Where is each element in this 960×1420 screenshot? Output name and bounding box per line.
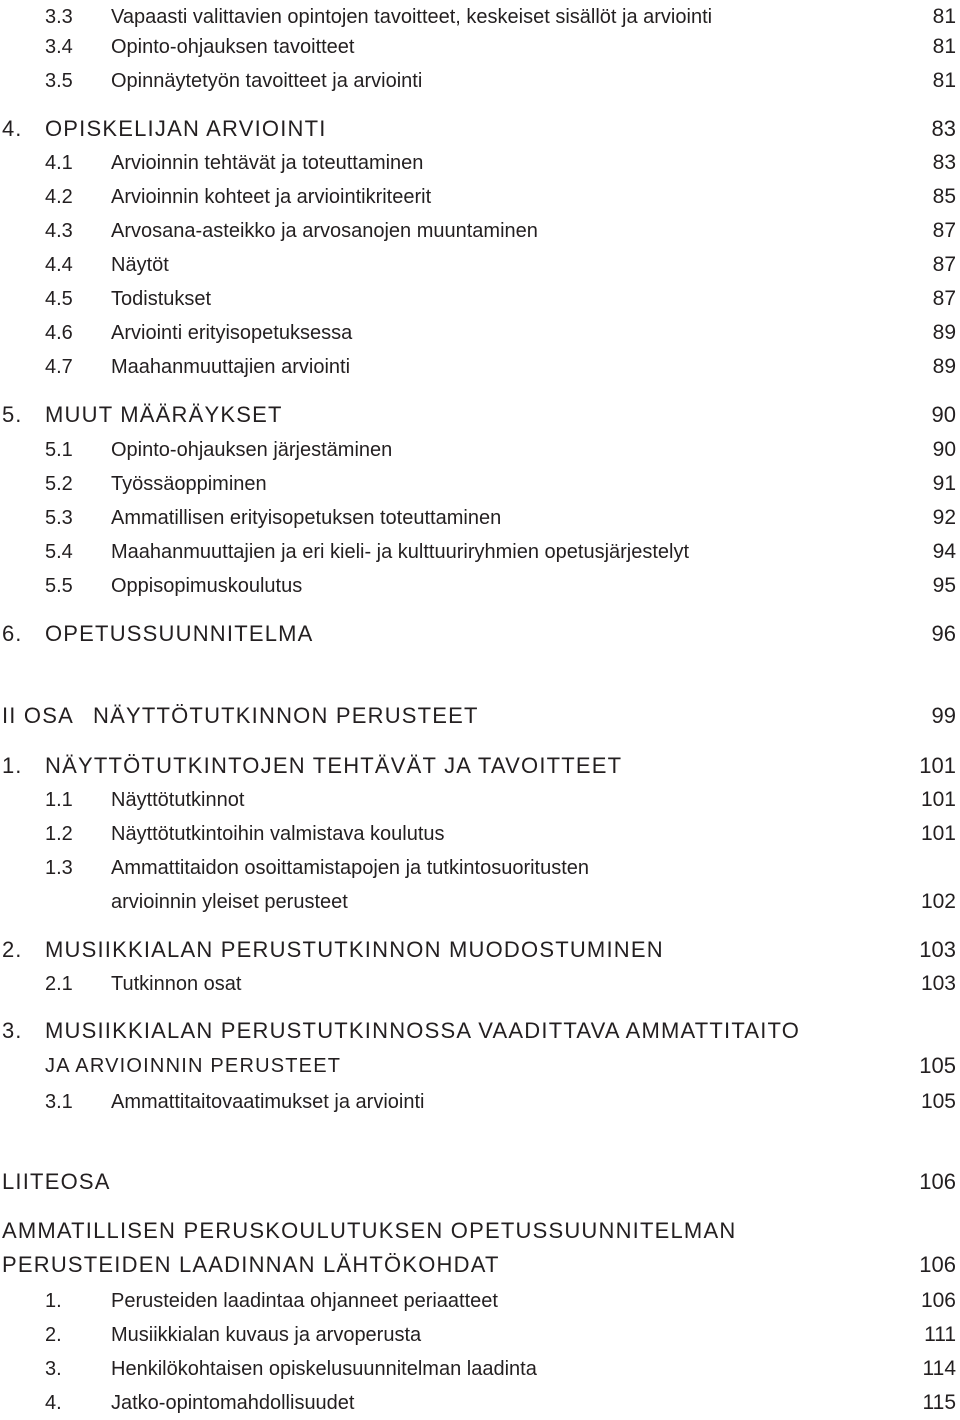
entry-number: 4.6: [45, 322, 73, 344]
entry-number: 3.5: [45, 70, 73, 92]
page-number: 92: [932, 506, 956, 529]
entry-number: 3.: [45, 1358, 62, 1380]
toc-entry: [0, 1014, 960, 1048]
page-number: 106: [919, 1169, 956, 1194]
entry-title: Tutkinnon osat: [111, 973, 242, 995]
entry-title: Ammattitaitovaatimukset ja arviointi: [111, 1091, 425, 1113]
page-number: 90: [932, 438, 956, 461]
entry-title: Musiikkialan kuvaus ja arvoperusta: [111, 1324, 422, 1346]
page-number: 89: [932, 355, 956, 378]
page-number: 96: [931, 621, 956, 646]
entry-number: 1.1: [45, 789, 73, 811]
entry-number: 5.2: [45, 473, 73, 495]
entry-number: 5.: [2, 402, 23, 427]
entry-title: JA ARVIOINNIN PERUSTEET: [45, 1055, 342, 1077]
entry-title: Opinto-ohjauksen järjestäminen: [111, 439, 393, 461]
entry-title: Maahanmuuttajien ja eri kieli- ja kulttuuriryhmien opetusjärjestelyt: [111, 541, 690, 563]
entry-number: 6.: [2, 621, 23, 646]
toc-entry: [0, 817, 960, 851]
toc-entry: [0, 1386, 960, 1420]
entry-number: 4.4: [45, 254, 73, 276]
toc-entry: [0, 248, 960, 282]
toc-entry: [0, 617, 960, 651]
toc-entry: [0, 1165, 960, 1199]
page-number: 101: [920, 822, 956, 845]
page-number: 95: [932, 574, 956, 597]
toc-entry: [0, 64, 960, 98]
entry-title: Vapaasti valittavien opintojen tavoitteet, keskeiset sisällöt ja arviointi: [111, 6, 713, 28]
entry-number: 3.4: [45, 36, 73, 58]
page-number: 115: [922, 1391, 956, 1414]
entry-title: arvioinnin yleiset perusteet: [111, 891, 348, 913]
toc-entry: [0, 1352, 960, 1386]
entry-title: Arviointi erityisopetuksessa: [111, 322, 353, 344]
page-number: 87: [932, 253, 956, 276]
toc-entry: [0, 1085, 960, 1119]
entry-number: 3.3: [45, 6, 73, 28]
entry-number: 3.: [2, 1018, 23, 1043]
page-number: 99: [931, 703, 956, 728]
entry-title: Näytöt: [111, 254, 169, 276]
toc-entry: [0, 214, 960, 248]
entry-title: Perusteiden laadintaa ohjanneet periaatteet: [111, 1290, 498, 1312]
toc-entry: [0, 851, 960, 885]
entry-title: Henkilökohtaisen opiskelusuunnitelman laadinta: [111, 1358, 537, 1380]
page-number: 105: [920, 1090, 956, 1113]
page-number: 101: [920, 788, 956, 811]
toc-entry: [0, 783, 960, 817]
entry-number: 1.3: [45, 857, 73, 879]
toc-entry: [0, 1318, 960, 1352]
page-number: 81: [932, 5, 956, 28]
entry-number: 3.1: [45, 1091, 73, 1113]
entry-title: Työssäoppiminen: [111, 473, 267, 495]
toc-entry: [0, 933, 960, 967]
entry-title: AMMATILLISEN PERUSKOULUTUKSEN OPETUSSUUNNITELMAN: [2, 1218, 737, 1243]
toc-entry: [0, 501, 960, 535]
entry-title: Maahanmuuttajien arviointi: [111, 356, 351, 378]
entry-title: NÄYTTÖTUTKINNON PERUSTEET: [93, 703, 479, 728]
entry-title: Ammattitaidon osoittamistapojen ja tutkintosuoritusten: [111, 857, 590, 879]
entry-number: 5.4: [45, 541, 73, 563]
toc-entry: [0, 967, 960, 1001]
toc-entry: [0, 1049, 960, 1083]
page-number: 94: [932, 540, 956, 563]
entry-title: OPETUSSUUNNITELMA: [45, 621, 314, 646]
page-number: 106: [919, 1252, 956, 1277]
toc-entry: [0, 535, 960, 569]
entry-title: Näyttötutkinnot: [111, 789, 245, 811]
entry-title: MUSIIKKIALAN PERUSTUTKINNON MUODOSTUMINEN: [45, 937, 664, 962]
entry-number: 2.: [2, 937, 23, 962]
entry-number: 2.1: [45, 973, 73, 995]
entry-number: 1.: [2, 753, 23, 778]
entry-number: 4.7: [45, 356, 73, 378]
entry-number: 4.1: [45, 152, 73, 174]
toc-entry: [0, 350, 960, 384]
page-number: 103: [919, 937, 956, 962]
toc-entry: [0, 885, 960, 919]
page-number: 103: [920, 972, 956, 995]
entry-number: 1.2: [45, 823, 73, 845]
page-number: 111: [924, 1323, 956, 1346]
page-number: 87: [932, 219, 956, 242]
entry-title: Jatko-opintomahdollisuudet: [111, 1392, 355, 1414]
entry-title: Todistukset: [111, 288, 212, 310]
toc-entry: [0, 1214, 960, 1248]
entry-title: MUSIIKKIALAN PERUSTUTKINNOSSA VAADITTAVA AMMATTITAITO: [45, 1018, 801, 1043]
page-number: 114: [922, 1357, 956, 1380]
entry-number: 5.3: [45, 507, 73, 529]
entry-number: 4.2: [45, 186, 73, 208]
entry-title: Arvosana-asteikko ja arvosanojen muuntaminen: [111, 220, 538, 242]
toc-entry: [0, 1248, 960, 1282]
page-number: 101: [919, 753, 956, 778]
toc-entry: [0, 316, 960, 350]
entry-title: LIITEOSA: [2, 1169, 111, 1194]
entry-title: PERUSTEIDEN LAADINNAN LÄHTÖKOHDAT: [2, 1252, 500, 1277]
entry-title: OPISKELIJAN ARVIOINTI: [45, 116, 327, 141]
entry-title: Näyttötutkintoihin valmistava koulutus: [111, 823, 445, 845]
toc-entry: [0, 30, 960, 64]
page-number: 91: [932, 472, 956, 495]
entry-number: II OSA: [2, 703, 74, 728]
entry-title: NÄYTTÖTUTKINTOJEN TEHTÄVÄT JA TAVOITTEET: [45, 753, 623, 778]
page-number: 106: [920, 1289, 956, 1312]
page-number: 85: [932, 185, 956, 208]
toc-entry: [0, 398, 960, 432]
toc-entry: [0, 699, 960, 733]
toc-entry: [0, 467, 960, 501]
entry-number: 4.: [45, 1392, 62, 1414]
entry-title: Arvioinnin tehtävät ja toteuttaminen: [111, 152, 424, 174]
page-number: 83: [932, 151, 956, 174]
entry-number: 5.1: [45, 439, 73, 461]
entry-number: 1.: [45, 1290, 62, 1312]
toc-entry: [0, 180, 960, 214]
entry-number: 5.5: [45, 575, 73, 597]
page-number: 102: [920, 890, 956, 913]
entry-title: MUUT MÄÄRÄYKSET: [45, 402, 283, 427]
entry-title: Oppisopimuskoulutus: [111, 575, 303, 597]
page-number: 87: [932, 287, 956, 310]
toc-entry: [0, 1284, 960, 1318]
page-number: 81: [932, 35, 956, 58]
toc-entry: [0, 282, 960, 316]
toc-entry: [0, 569, 960, 603]
toc-entry: [0, 146, 960, 180]
page-number: 81: [932, 69, 956, 92]
toc-entry: [0, 749, 960, 783]
toc-entry: [0, 0, 960, 34]
entry-number: 4.5: [45, 288, 73, 310]
page-number: 105: [919, 1053, 956, 1078]
toc-entry: [0, 112, 960, 146]
entry-number: 4.: [2, 116, 23, 141]
entry-title: Opinto-ohjauksen tavoitteet: [111, 36, 355, 58]
entry-title: Opinnäytetyön tavoitteet ja arviointi: [111, 70, 423, 92]
toc-entry: [0, 433, 960, 467]
page-number: 83: [931, 116, 956, 141]
page-number: 90: [931, 402, 956, 427]
entry-title: Arvioinnin kohteet ja arviointikriteerit: [111, 186, 432, 208]
entry-number: 4.3: [45, 220, 73, 242]
page-number: 89: [932, 321, 956, 344]
entry-number: 2.: [45, 1324, 62, 1346]
entry-title: Ammatillisen erityisopetuksen toteuttaminen: [111, 507, 502, 529]
